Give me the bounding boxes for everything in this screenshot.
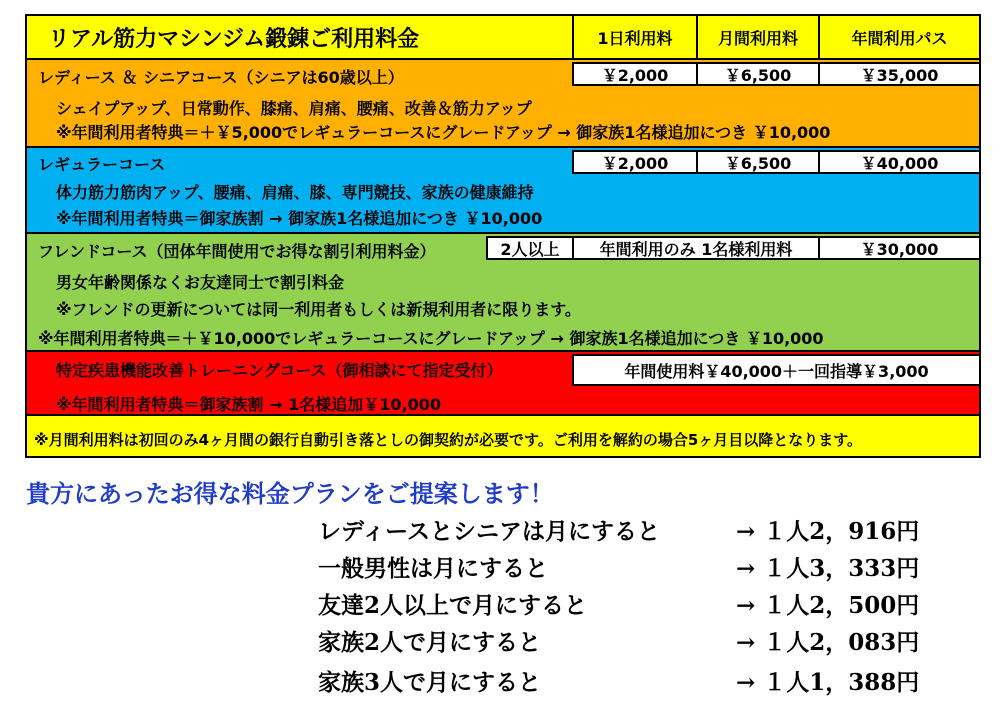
- friend-annual-label: 年間利用のみ 1名様利用料: [572, 236, 820, 260]
- ladies-month-price: ￥6,500: [696, 62, 820, 86]
- proposal-heading: 貴方にあったお得な料金プランをご提案します！: [26, 479, 554, 508]
- ladies-course-name: レディース ＆ シニアコース（シニアは60歳以上）: [38, 68, 404, 87]
- proposal-label-ladies: レディースとシニアは月にすると: [318, 518, 661, 545]
- friend-course-name: フレンドコース（団体年間使用でお得な割引利用料金）: [38, 242, 436, 261]
- ladies-benefit: ※年間利用者特典＝＋￥5,000でレギュラーコースにグレードアップ → 御家族1名様追加につき ￥10,000: [56, 123, 831, 142]
- regular-month-price: ￥6,500: [696, 150, 820, 174]
- ladies-day-price: ￥2,000: [572, 62, 698, 86]
- friend-annual-price: ￥30,000: [818, 236, 981, 260]
- special-course-name: 特定疾患機能改善トレーニングコース（御相談にて指定受付）: [56, 361, 503, 380]
- regular-description: 体力筋力筋肉アップ、腰痛、肩痛、膝、専門競技、家族の健康維持: [56, 183, 534, 202]
- page-title: リアル筋力マシンジム鍛錬ご利用料金: [48, 27, 420, 52]
- proposal-value-ladies: → １人2，916円: [736, 518, 920, 545]
- proposal-value-friends: → １人2，500円: [736, 592, 920, 619]
- special-benefit: ※年間利用者特典＝御家族割 → 1名様追加￥10,000: [56, 395, 441, 414]
- friend-description: 男女年齢関係なくお友達同士で割引料金: [56, 273, 345, 292]
- friend-renewal-note: ※フレンドの更新については同一利用者もしくは新規利用者に限ります。: [56, 300, 581, 319]
- ladies-description: シェイプアップ、日常動作、膝痛、肩痛、腰痛、改善＆筋力アップ: [56, 99, 532, 118]
- footnote-text: ※月間利用料は初回のみ4ヶ月間の銀行自動引き落としの御契約が必要です。ご利用を解約の場合5ヶ月目以降となります。: [34, 431, 863, 449]
- proposal-label-general-male: 一般男性は月にすると: [318, 555, 548, 582]
- header-year-pass: 年間利用パス: [818, 14, 981, 60]
- regular-course-name: レギュラーコース: [38, 155, 166, 174]
- regular-benefit: ※年間利用者特典＝御家族割 → 御家族1名様追加につき ￥10,000: [56, 209, 543, 228]
- friend-min-people: 2人以上: [486, 236, 574, 260]
- proposal-value-family-three: → １人1，388円: [736, 669, 920, 696]
- proposal-label-friends: 友達2人以上で月にすると: [318, 592, 588, 619]
- proposal-label-family-two: 家族2人で月にすると: [318, 629, 542, 656]
- special-course-price: 年間使用料￥40,000＋一回指導￥3,000: [572, 354, 981, 386]
- proposal-value-family-two: → １人2，083円: [736, 629, 920, 656]
- header-day-fee: 1日利用料: [572, 14, 698, 60]
- header-month-fee: 月間利用料: [696, 14, 820, 60]
- ladies-year-price: ￥35,000: [818, 62, 981, 86]
- proposal-value-general-male: → １人3，333円: [736, 555, 920, 582]
- regular-year-price: ￥40,000: [818, 150, 981, 174]
- friend-benefit: ※年間利用者特典＝＋￥10,000でレギュラーコースにグレードアップ → 御家族1名様追加につき ￥10,000: [38, 329, 824, 348]
- proposal-label-family-three: 家族3人で月にすると: [318, 669, 542, 696]
- regular-day-price: ￥2,000: [572, 150, 698, 174]
